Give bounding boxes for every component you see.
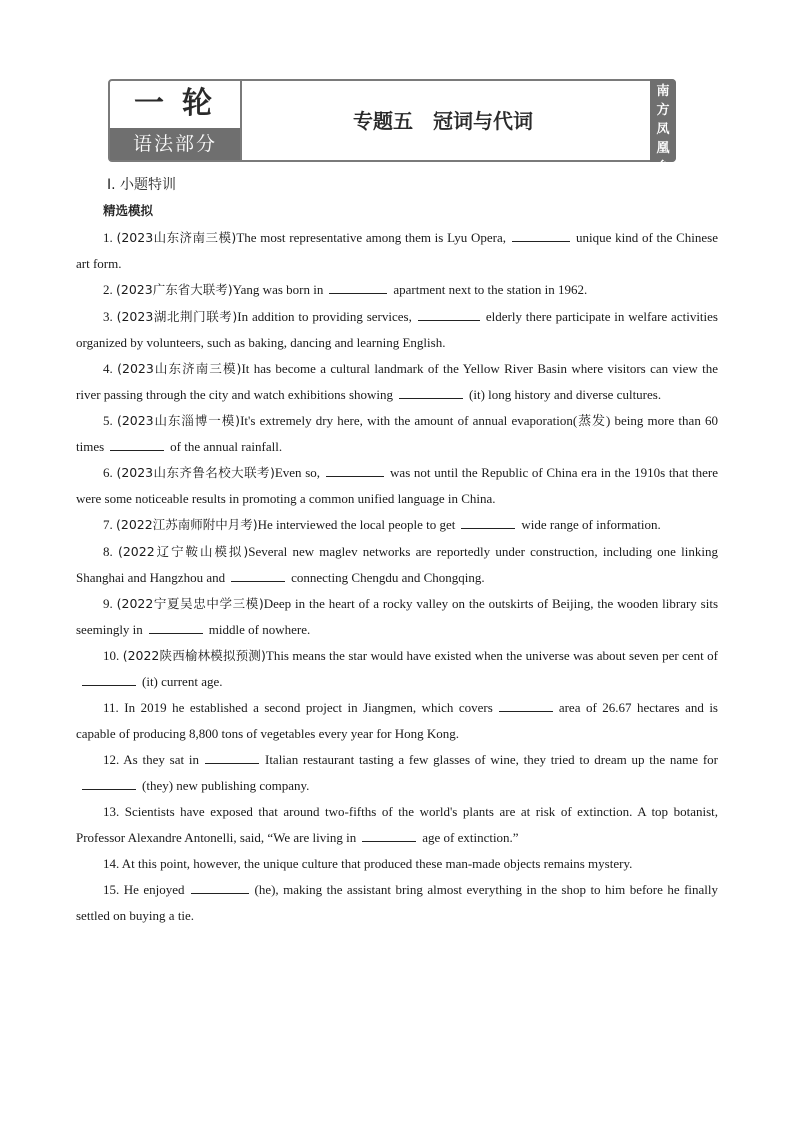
- question-text: of the annual rainfall.: [170, 439, 283, 454]
- answer-blank[interactable]: [399, 384, 463, 399]
- question-number: 2.: [103, 282, 113, 297]
- brand-tab: [650, 79, 676, 175]
- question-number: 4.: [103, 361, 113, 376]
- question-text: (it) current age.: [142, 674, 223, 689]
- question-number: 1.: [103, 230, 113, 245]
- question-source: (2023山东济南三模): [116, 230, 237, 245]
- question-item: [76, 277, 718, 303]
- answer-blank[interactable]: [326, 462, 384, 477]
- question-text: connecting Chengdu and Chongqing.: [291, 570, 485, 585]
- question-number: 8.: [103, 544, 113, 559]
- question-text: Italian restaurant tasting a few glasses of wine, they tried to dream up the name for: [264, 752, 718, 767]
- question-text: It has become a cultural landmark of the Yellow River Basin where visitors can view the river passing through the city and watch exhibitions showing: [76, 361, 718, 402]
- question-text: elderly there participate in welfare activities organized by volunteers, such as baking, dancing and learning English.: [76, 309, 718, 350]
- question-item: [76, 408, 718, 460]
- question-item: [76, 695, 718, 747]
- question-text: The most representative among them is Lyu Opera,: [236, 230, 507, 245]
- page-title: 专题五 冠词与代词: [353, 109, 533, 133]
- question-number: 12.: [103, 752, 120, 767]
- question-number: 13.: [103, 804, 120, 819]
- question-item: [76, 460, 718, 512]
- answer-blank[interactable]: [110, 436, 164, 451]
- question-source: (2023山东淄博一模): [116, 413, 241, 428]
- question-item: [76, 643, 718, 695]
- answer-blank[interactable]: [191, 879, 249, 894]
- answer-blank[interactable]: [499, 697, 553, 712]
- sub-heading: 精选模拟: [103, 203, 154, 218]
- question-text: Yang was born in: [232, 282, 324, 297]
- brand-char: 方: [656, 103, 670, 118]
- question-source: (2022江苏南师附中月考): [116, 517, 258, 532]
- question-item: [76, 225, 718, 277]
- question-item: [76, 851, 718, 877]
- question-source: (2022宁夏吴忠中学三模): [116, 596, 264, 611]
- question-text: As they sat in: [123, 752, 199, 767]
- question-text: In addition to providing services,: [237, 309, 412, 324]
- question-list: [76, 225, 718, 929]
- question-item: [76, 512, 718, 538]
- answer-blank[interactable]: [82, 671, 136, 686]
- question-number: 6.: [103, 465, 113, 480]
- question-item: [76, 591, 718, 643]
- question-number: 5.: [103, 413, 113, 428]
- question-text: Even so,: [274, 465, 321, 480]
- question-text: (he), making the assistant bring almost everything in the shop to him before he finally settled on buying a tie.: [76, 882, 719, 923]
- answer-blank[interactable]: [149, 619, 203, 634]
- question-text: This means the star would have existed when the universe was about seven per cent of: [265, 648, 719, 663]
- question-item: [76, 356, 718, 408]
- answer-blank[interactable]: [329, 279, 387, 294]
- question-text: age of extinction.”: [422, 830, 519, 845]
- answer-blank[interactable]: [205, 749, 259, 764]
- question-item: [76, 877, 718, 929]
- answer-blank[interactable]: [512, 227, 570, 242]
- question-number: 15.: [103, 882, 120, 897]
- round-label: 一轮: [134, 86, 230, 121]
- question-text: apartment next to the station in 1962.: [393, 282, 588, 297]
- brand-char: 台: [656, 160, 670, 175]
- question-number: 14.: [103, 856, 120, 871]
- question-text: (it) long history and diverse cultures.: [469, 387, 662, 402]
- answer-blank[interactable]: [362, 827, 416, 842]
- question-text: was not until the Republic of China era in the 1910s that there were some noticeable results in promoting a common unified language in China.: [76, 465, 718, 506]
- question-text: area of 26.67 hectares and is capable of producing 8,800 tons of vegetables every year for Hong Kong.: [76, 700, 718, 741]
- chapter-header: [108, 79, 676, 175]
- question-text: Scientists have exposed that around two-fifths of the world's plants are at risk of extinction. A top botanist, Professor Alexandre Antonelli, said, “We are living in: [76, 804, 719, 845]
- answer-blank[interactable]: [418, 306, 480, 321]
- question-number: 10.: [103, 648, 120, 663]
- question-item: [76, 539, 718, 591]
- answer-blank[interactable]: [82, 775, 136, 790]
- header-left-block: [110, 81, 242, 160]
- question-text: At this point, however, the unique culture that produced these man-made objects remains mystery.: [121, 856, 633, 871]
- section-heading: Ⅰ. 小题特训: [107, 177, 177, 193]
- question-text: middle of nowhere.: [208, 622, 311, 637]
- answer-blank[interactable]: [461, 514, 515, 529]
- answer-blank[interactable]: [231, 567, 285, 582]
- question-text: wide range of information.: [521, 517, 661, 532]
- brand-char: 凤: [656, 122, 670, 137]
- question-source: (2023山东齐鲁名校大联考): [116, 465, 275, 480]
- question-text: He interviewed the local people to get: [257, 517, 456, 532]
- question-item: [76, 304, 718, 356]
- question-text: Several new maglev networks are reportedly under construction, including one linking Shanghai and Hangzhou and: [76, 544, 719, 585]
- question-text: unique kind of the Chinese art form.: [76, 230, 718, 271]
- question-number: 11.: [103, 700, 119, 715]
- question-source: (2023广东省大联考): [116, 282, 233, 297]
- question-text: In 2019 he established a second project in Jiangmen, which covers: [124, 700, 493, 715]
- question-text: He enjoyed: [123, 882, 185, 897]
- brand-char: 南: [656, 84, 670, 99]
- question-source: (2022辽宁鞍山模拟): [117, 544, 249, 559]
- question-number: 3.: [103, 309, 113, 324]
- question-number: 9.: [103, 596, 113, 611]
- brand-char: 凰: [656, 141, 670, 156]
- question-text: It's extremely dry here, with the amount of annual evaporation(蒸发) being more than 60 times: [76, 413, 718, 454]
- question-text: Deep in the heart of a rocky valley on the outskirts of Beijing, the wooden library sits seemingly in: [76, 596, 718, 637]
- question-source: (2023湖北荆门联考): [116, 309, 238, 324]
- question-source: (2023山东济南三模): [117, 361, 242, 376]
- question-text: (they) new publishing company.: [142, 778, 310, 793]
- question-item: [76, 799, 718, 851]
- question-item: [76, 747, 718, 799]
- question-number: 7.: [103, 517, 113, 532]
- question-source: (2022陕西榆林模拟预测): [122, 648, 266, 663]
- section-label: 语法部分: [110, 128, 240, 160]
